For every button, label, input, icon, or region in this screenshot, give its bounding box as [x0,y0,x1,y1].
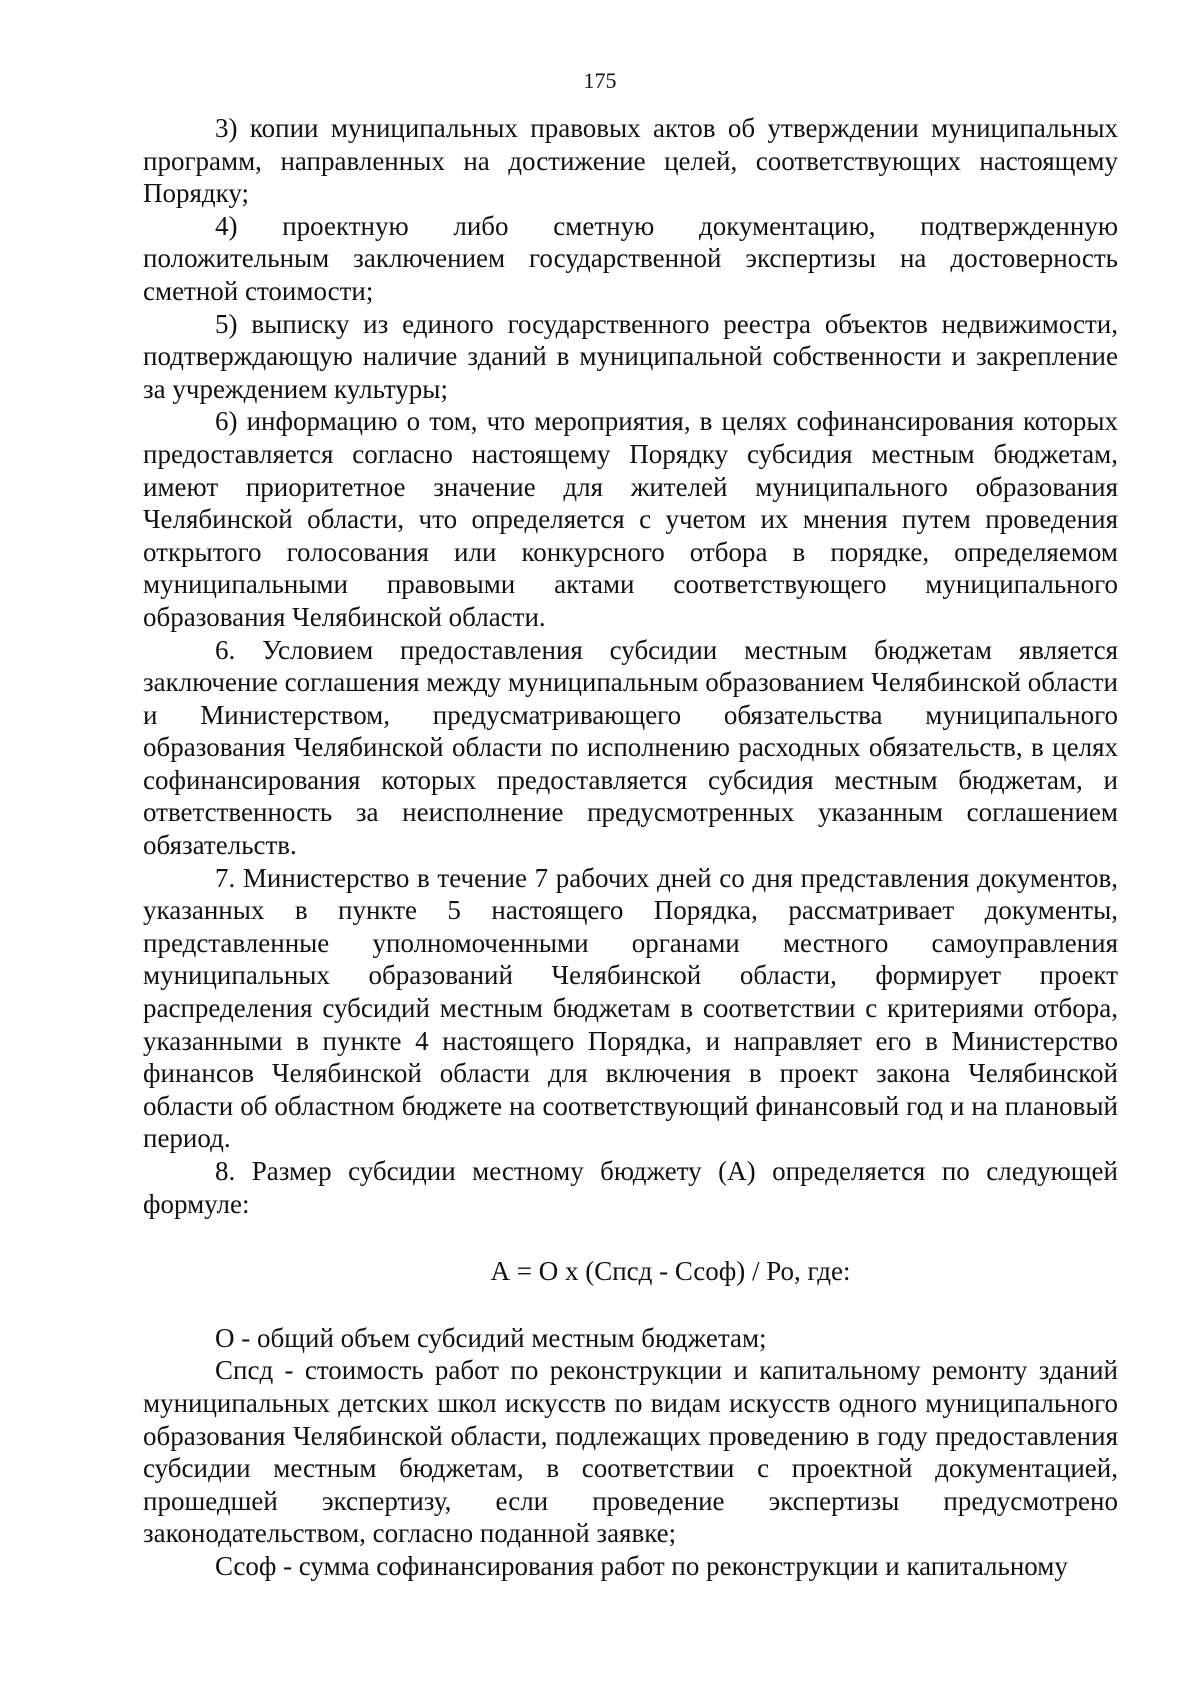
paragraph-definition-spsd: Спсд - стоимость работ по реконструкции и капитальному ремонту зданий муниципальных детских школ искусств по видам искусств одного муниципального образования Челябинской области, подлежащих проведению в году предоставления субсидии местным бюджетам, в соответствии с проектной документацией, прошедшей экспертизу, если проведение экспертизы предусмотрено законодательством, согласно поданной заявке; [143,1355,1118,1549]
paragraph-item-5-registry-extract: 5) выписку из единого государственного реестра объектов недвижимости, подтверждающую наличие зданий в муниципальной собственности и закрепление за учреждением культуры; [143,308,1118,404]
subsidy-formula: А = О х (Спсд - Ссоф) / Ро, где: [490,1256,851,1287]
paragraph-clause-8-subsidy-size: 8. Размер субсидии местному бюджету (А) определяется по следующей формуле: [143,1156,1118,1219]
paragraph-clause-6-agreement: 6. Условием предоставления субсидии местным бюджетам является заключение соглашения между муниципальным образованием Челябинской области и Министерством, предусматривающего обязательства муниципального образования Челябинской области по исполнению расходных обязательств, в целях софинансирования которых предоставляется субсидия местным бюджетам, и ответственность за неисполнение предусмотренных указанным соглашением обязательств. [143,634,1118,861]
paragraph-item-6-priority-information: 6) информацию о том, что мероприятия, в целях софинансирования которых предоставляется согласно настоящему Порядку субсидия местным бюджетам, имеют приоритетное значение для жителей муниципального образования Челябинской области, что определяется с учетом их мнения путем проведения открытого голосования или конкурсного отбора в порядке, определяемом муниципальными правовыми актами соответствующего муниципального образования Челябинской области. [143,406,1118,632]
paragraph-clause-7-ministry-review: 7. Министерство в течение 7 рабочих дней со дня представления документов, указанных в пункте 5 настоящего Порядка, рассматривает документы, представленные уполномоченными органами местного самоуправления муниципальных образований Челябинской области, формирует проект распределения субсидий местным бюджетам в соответствии с критериями отбора, указанными в пункте 4 настоящего Порядка, и направляет его в Министерство финансов Челябинской области для включения в проект закона Челябинской области об областном бюджете на соответствующий финансовый год и на плановый период. [143,862,1118,1154]
page-number: 175 [583,68,617,93]
document-body [143,112,1118,1583]
paragraph-item-3-municipal-acts: 3) копии муниципальных правовых актов об утверждении муниципальных программ, направленных на достижение целей, соответствующих настоящему Порядку; [143,113,1118,209]
paragraph-definition-ssof: Ссоф - сумма софинансирования работ по реконструкции и капитальному [215,1550,1068,1581]
paragraph-item-4-project-documentation: 4) проектную либо сметную документацию, подтвержденную положительным заключением государственной экспертизы на достоверность сметной стоимости; [143,210,1118,306]
paragraph-definition-o: О - общий объем субсидий местным бюджетам; [215,1322,767,1353]
